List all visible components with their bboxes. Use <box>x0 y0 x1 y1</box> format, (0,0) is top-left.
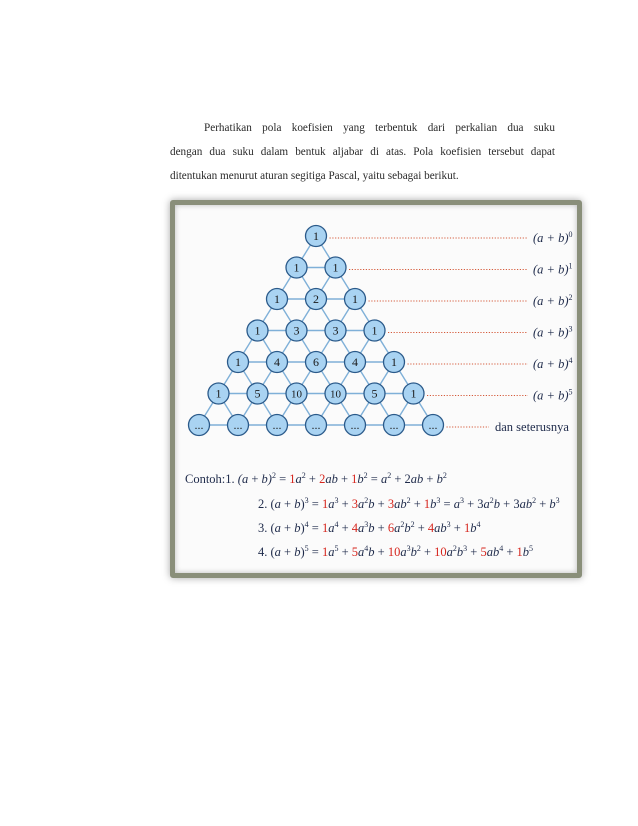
example-1: Contoh:1. $(a + b)^2 = 1a^2 + 2ab + 1b^2 = a^2 + 2ab + b^2$ <box>185 470 447 486</box>
pascal-value: 4 <box>274 355 280 369</box>
pascal-value: ... <box>272 418 282 432</box>
pascal-value: 1 <box>332 260 339 275</box>
pascal-value: 1 <box>215 386 222 401</box>
row-label <box>533 262 573 277</box>
pascal-value: 5 <box>254 386 261 401</box>
row-label-base: (a + b) <box>533 325 569 340</box>
row-label <box>533 230 573 245</box>
row-label <box>533 356 573 371</box>
example-number: 1. <box>225 472 235 486</box>
example-2: 2. $(a + b)^3 = 1a^3 + 3a^2b + 3ab^2 + 1b^3 = a^3 + 3a^2b + 3ab^2 + b^3$ <box>258 495 560 511</box>
paragraph-line: ditentukan menurut aturan segitiga Pascal, yaitu sebagai berikut. <box>170 170 459 182</box>
example-3: 3. $(a + b)^4 = 1a^4 + 4a^3b + 6a^2b^2 + 4ab^3 + 1b^4$ <box>258 519 481 535</box>
pascal-value: 1 <box>410 386 417 401</box>
pascal-value: 3 <box>332 323 339 338</box>
row-label-base: (a + b) <box>533 231 569 245</box>
intro-paragraph <box>170 116 555 188</box>
example-number: 4. <box>258 545 268 559</box>
pascal-value: 1 <box>274 292 280 306</box>
row-label-exponent: 5 <box>568 387 573 397</box>
pascal-value: 1 <box>293 260 300 275</box>
row-label-base: (a + b) <box>533 388 569 403</box>
row-label: dan seterusnya <box>495 420 569 434</box>
pascal-value: ... <box>311 418 321 432</box>
pascal-value: ... <box>194 418 204 432</box>
row-label-exponent: 2 <box>568 293 573 302</box>
pascal-value: 3 <box>293 323 300 338</box>
pascal-value: 1 <box>352 292 358 306</box>
example-number: 3. <box>258 521 268 535</box>
pascal-triangle-figure <box>170 200 582 578</box>
pascal-value: ... <box>350 418 360 432</box>
row-label-exponent: 0 <box>568 230 573 239</box>
pascal-value: ... <box>233 418 243 432</box>
pascal-value: 4 <box>352 355 358 369</box>
row-label-exponent: 1 <box>568 261 573 271</box>
paragraph-line: dengan dua suku dalam bentuk aljabar di atas. Pola koefisien tersebut dapat <box>170 146 555 158</box>
row-label-base: (a + b) <box>533 262 569 277</box>
row-label-exponent: 4 <box>568 356 573 365</box>
pascal-triangle <box>175 205 577 573</box>
pascal-value: 1 <box>254 323 261 338</box>
pascal-value: 2 <box>313 292 319 306</box>
row-label <box>533 325 573 340</box>
row-label-exponent: 3 <box>568 324 573 334</box>
pascal-value: 10 <box>330 388 341 401</box>
lattice <box>199 236 433 425</box>
row-label-base: (a + b) <box>533 357 569 371</box>
pascal-value: 1 <box>391 355 397 369</box>
row-label-base: (a + b) <box>533 294 569 308</box>
row-label <box>533 293 573 308</box>
pascal-value: 10 <box>291 388 302 401</box>
example-4: 4. $(a + b)^5 = 1a^5 + 5a^4b + 10a^3b^2 + 10a^2b^3 + 5ab^4 + 1b^5$ <box>258 543 534 559</box>
example-number: 2. <box>258 497 268 511</box>
example-prefix: Contoh: <box>185 472 226 486</box>
pascal-value: 6 <box>313 355 319 369</box>
paragraph-line: Perhatikan pola koefisien yang terbentuk dari perkalian dua suku <box>204 122 555 134</box>
pascal-value: ... <box>389 418 399 432</box>
row-label <box>533 388 573 403</box>
pascal-value: 1 <box>313 229 319 243</box>
pascal-value: 1 <box>371 323 378 338</box>
pascal-value: ... <box>428 418 438 432</box>
pascal-value: 5 <box>371 386 378 401</box>
pascal-value: 1 <box>235 355 241 369</box>
